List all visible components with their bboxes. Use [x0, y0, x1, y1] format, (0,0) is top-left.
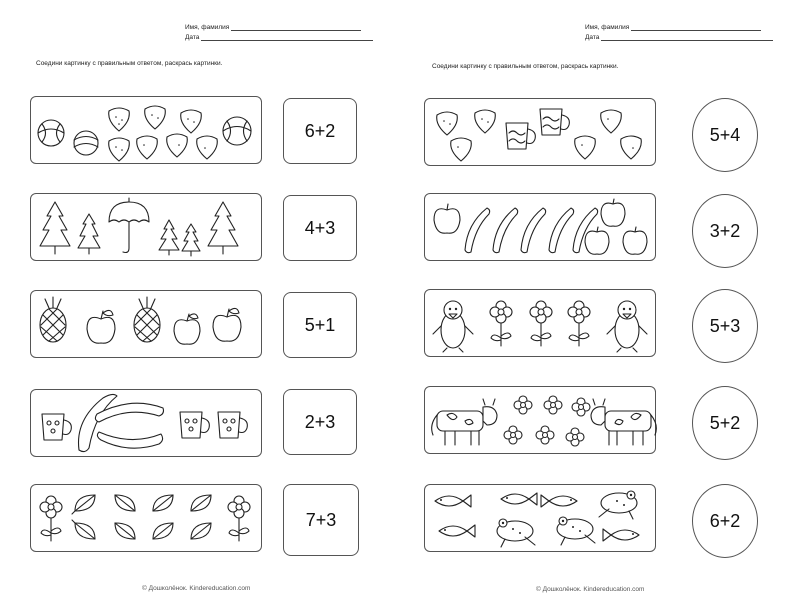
picture-row-2	[425, 194, 657, 262]
flower-icon	[530, 301, 552, 346]
fir-tree-icon	[40, 202, 70, 254]
strawberry-icon	[621, 136, 642, 159]
banana-icon	[549, 208, 574, 253]
apple-icon	[585, 227, 609, 254]
banana-icon	[493, 208, 518, 253]
answer-circle-3[interactable]: 5+3	[692, 289, 758, 363]
picture-row-3	[31, 291, 263, 359]
picture-row-3	[425, 290, 657, 358]
picture-box-3[interactable]	[30, 290, 262, 358]
strawberry-icon	[601, 110, 622, 133]
picture-row-2	[31, 194, 263, 262]
picture-row-5	[31, 485, 263, 553]
flower-icon	[566, 428, 584, 446]
answer-box-3[interactable]: 5+1	[283, 292, 357, 358]
answer-circle-1[interactable]: 5+4	[692, 98, 758, 172]
picture-box-4[interactable]	[30, 389, 262, 457]
leaf-icon	[191, 523, 211, 539]
strawberry-icon	[475, 110, 496, 133]
picture-box-1[interactable]	[424, 98, 656, 166]
strawberry-icon	[575, 136, 596, 159]
apple-icon	[87, 310, 115, 343]
flower-icon	[514, 396, 532, 414]
date-field[interactable]	[585, 34, 773, 41]
cup-icon	[180, 412, 209, 438]
answer-box-2[interactable]: 4+3	[283, 195, 357, 261]
answer-box-1[interactable]: 6+2	[283, 98, 357, 164]
name-line	[631, 24, 761, 31]
date-line	[601, 34, 773, 41]
ball-icon	[74, 131, 98, 155]
answer-box-4[interactable]: 2+3	[283, 389, 357, 455]
picture-box-5[interactable]	[424, 484, 656, 552]
flower-icon	[568, 301, 590, 346]
fish-icon	[603, 529, 639, 541]
strawberry-icon	[137, 136, 158, 159]
ball-icon	[38, 120, 64, 146]
cup-icon	[506, 123, 535, 149]
picture-box-1[interactable]	[30, 96, 262, 164]
penguin-icon	[433, 301, 473, 352]
penguin-icon	[607, 301, 647, 352]
frog-icon	[599, 491, 637, 519]
date-label: Дата	[585, 34, 600, 41]
name-label: Имя, фамилия	[585, 24, 630, 31]
flower-icon	[536, 426, 554, 444]
name-field[interactable]	[185, 24, 361, 31]
cow-icon	[432, 399, 497, 445]
date-line	[201, 34, 373, 41]
picture-box-2[interactable]	[30, 193, 262, 261]
apple-icon	[601, 199, 625, 226]
strawberry-icon	[145, 106, 166, 129]
picture-box-5[interactable]	[30, 484, 262, 552]
strawberry-icon	[167, 134, 188, 157]
banana-icon	[465, 208, 490, 253]
strawberry-icon	[451, 138, 472, 161]
ball-icon	[223, 117, 251, 145]
name-line	[231, 24, 361, 31]
fish-icon	[501, 493, 537, 505]
answer-circle-4[interactable]: 5+2	[692, 386, 758, 460]
cow-icon	[591, 399, 656, 445]
date-field[interactable]	[185, 34, 373, 41]
strawberry-icon	[437, 112, 458, 135]
name-field[interactable]	[585, 24, 761, 31]
footer-copyright: © Дошколёнок. Kindereducation.com	[142, 585, 251, 592]
strawberry-icon	[109, 138, 130, 161]
instruction-text: Соедини картинку с правильным ответом, раскрась картинки.	[36, 60, 223, 67]
fir-tree-icon	[182, 224, 200, 256]
leaf-icon	[115, 495, 135, 511]
picture-box-4[interactable]	[424, 386, 656, 454]
picture-row-5	[425, 485, 657, 553]
fish-icon	[439, 525, 475, 537]
banana-icon	[97, 432, 162, 448]
pineapple-icon	[40, 297, 66, 342]
picture-row-1	[425, 99, 657, 167]
fir-tree-icon	[208, 202, 238, 254]
fir-tree-icon	[78, 214, 100, 254]
name-label: Имя, фамилия	[185, 24, 230, 31]
apple-icon	[174, 314, 200, 344]
instruction-text: Соедини картинку с правильным ответом, раскрась картинки.	[432, 63, 619, 70]
picture-row-4	[31, 390, 263, 458]
apple-icon	[213, 308, 241, 341]
flower-icon	[490, 301, 512, 346]
flower-icon	[544, 396, 562, 414]
answer-circle-5[interactable]: 6+2	[692, 484, 758, 558]
pineapple-icon	[134, 297, 160, 342]
leaf-icon	[153, 495, 173, 511]
fir-tree-icon	[159, 220, 179, 255]
frog-icon	[497, 519, 535, 547]
flower-icon	[504, 426, 522, 444]
fish-icon	[435, 495, 471, 507]
frog-icon	[557, 517, 595, 545]
strawberry-icon	[109, 108, 130, 131]
date-label: Дата	[185, 34, 200, 41]
answer-circle-2[interactable]: 3+2	[692, 194, 758, 268]
fish-icon	[541, 495, 577, 507]
flower-icon	[228, 496, 250, 541]
picture-row-4	[425, 387, 657, 455]
leaf-icon	[72, 520, 95, 539]
cup-icon	[218, 412, 247, 438]
flower-icon	[572, 398, 590, 416]
picture-row-1	[31, 97, 263, 165]
leaf-icon	[153, 523, 173, 539]
strawberry-icon	[197, 136, 218, 159]
cup-icon	[42, 414, 71, 440]
apple-icon	[434, 204, 460, 233]
cup-icon	[540, 109, 569, 135]
answer-box-5[interactable]: 7+3	[283, 484, 359, 556]
picture-box-2[interactable]	[424, 193, 656, 261]
leaf-icon	[115, 523, 135, 539]
right-worksheet	[400, 0, 800, 600]
flower-icon	[40, 496, 62, 541]
umbrella-icon	[109, 198, 149, 253]
apple-icon	[623, 227, 647, 254]
footer-copyright: © Дошколёнок. Kindereducation.com	[536, 586, 645, 593]
strawberry-icon	[181, 110, 202, 133]
leaf-icon	[191, 495, 211, 511]
banana-icon	[521, 208, 546, 253]
leaf-icon	[72, 495, 95, 514]
picture-box-3[interactable]	[424, 289, 656, 357]
